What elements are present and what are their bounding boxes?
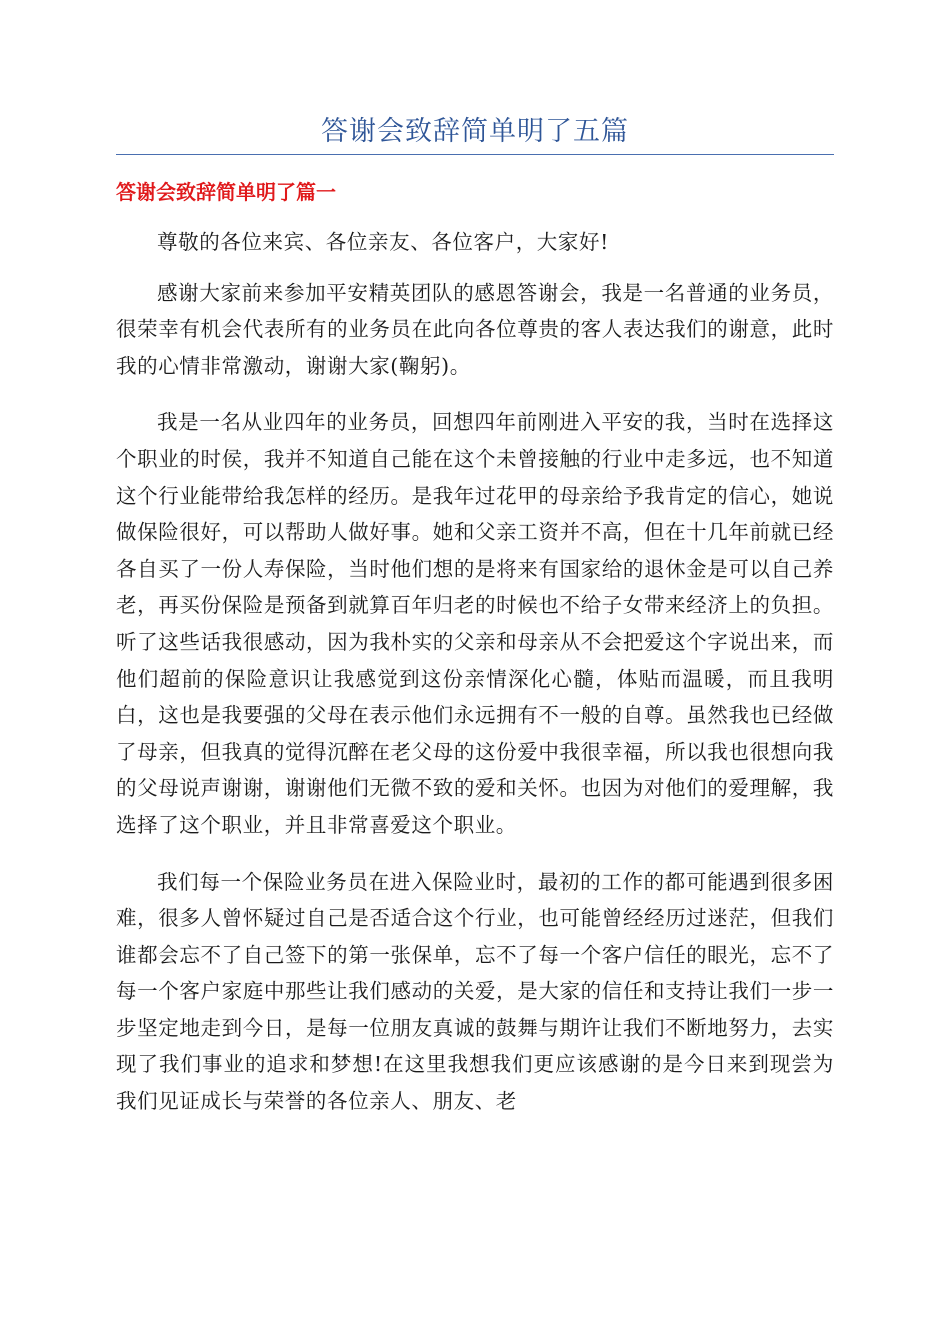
title-divider bbox=[116, 154, 834, 155]
paragraph: 我是一名从业四年的业务员，回想四年前刚进入平安的我，当时在选择这个职业的时侯，我并不知道自己能在这个未曾接触的行业中走多远，也不知道这个行业能带给我怎样的经历。是我年过花甲的母亲给予我肯定的信心，她说做保险很好，可以帮助人做好事。她和父亲工资并不高，但在十几年前就已经各自买了一份人寿保险，当时他们想的是将来有国家给的退休金是可以自己养老，再买份保险是预备到就算百年归老的时候也不给子女带来经济上的负担。听了这些话我很感动，因为我朴实的父亲和母亲从不会把爱这个字说出来，而他们超前的保险意识让我感觉到这份亲情深化心髓，体贴而温暖，而且我明白，这也是我要强的父母在表示他们永远拥有不一般的自尊。虽然我也已经做了母亲，但我真的觉得沉醉在老父母的这份爱中我很幸福，所以我也很想向我的父母说声谢谢，谢谢他们无微不致的爱和关怀。也因为对他们的爱理解，我选择了这个职业，并且非常喜爱这个职业。 bbox=[116, 410, 834, 837]
document-title: 答谢会致辞简单明了五篇 bbox=[321, 116, 629, 147]
paragraph: 我们每一个保险业务员在进入保险业时，最初的工作的都可能遇到很多困难，很多人曾怀疑过自己是否适合这个行业，也可能曾经经历过迷茫，但我们谁都会忘不了自己签下的第一张保单，忘不了每一个客户信任的眼光，忘不了每一个客户家庭中那些让我们感动的关爱，是大家的信任和支持让我们一步一步坚定地走到今日，是每一位朋友真诚的鼓舞与期许让我们不断地努力，去实现了我们事业的追求和梦想!在这里我想我们更应该感谢的是今日来到现尝为我们见证成长与荣誉的各位亲人、朋友、老 bbox=[116, 869, 834, 1114]
document-body bbox=[116, 224, 834, 1140]
section-heading: 答谢会致辞简单明了篇一 bbox=[116, 180, 336, 204]
paragraph: 感谢大家前来参加平安精英团队的感恩答谢会，我是一名普通的业务员，很荣幸有机会代表所有的业务员在此向各位尊贵的客人表达我们的谢意，此时我的心情非常激动，谢谢大家(鞠躬)。 bbox=[116, 280, 834, 378]
paragraph-greeting: 尊敬的各位来宾、各位亲友、各位客户，大家好! bbox=[157, 230, 609, 254]
